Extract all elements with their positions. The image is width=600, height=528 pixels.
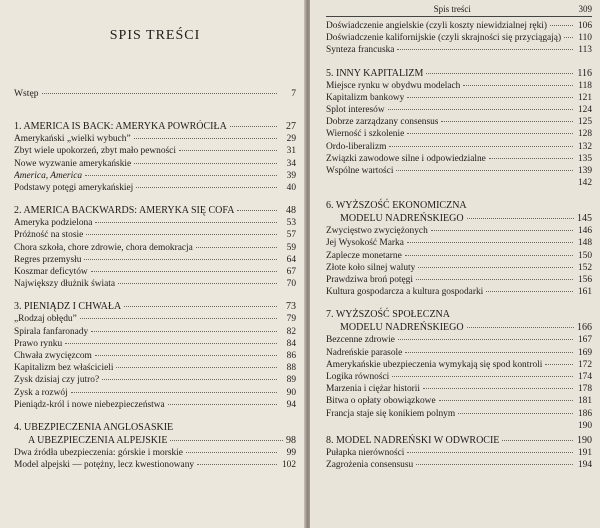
leader-dots <box>431 230 573 231</box>
toc-entry <box>326 20 592 32</box>
chapter-title: 2. AMERICA BACKWARDS: AMERYKA SIĘ COFA <box>14 205 235 217</box>
leader-dots <box>91 271 277 272</box>
toc-entry <box>326 459 592 471</box>
toc-entry <box>326 359 592 371</box>
toc-entry-page: 178 <box>577 384 592 395</box>
chapter-page: 48 <box>286 205 296 217</box>
leader-dots <box>564 37 573 38</box>
leader-dots <box>134 163 277 164</box>
toc-entry-page: 106 <box>577 21 592 31</box>
toc-entry-label: Nadreńskie parasole <box>326 347 403 358</box>
toc-entry <box>326 32 592 44</box>
toc-entry <box>326 141 592 153</box>
leader-dots <box>80 318 277 319</box>
toc-entry <box>14 374 296 386</box>
toc-entry-label: Pieniądz-król i nowe niebezpieczeństwa <box>14 399 165 410</box>
toc-entry-label: Bitwa o opłaty obowiązkowe <box>326 396 436 407</box>
leader-dots <box>407 452 573 453</box>
toc-entry <box>14 326 296 338</box>
toc-entry-page: 186 <box>577 408 592 419</box>
leader-dots <box>95 355 277 356</box>
toc-entry-label: Związki zawodowe silne i odpowiedzialne <box>326 153 486 164</box>
toc-entry <box>14 313 296 325</box>
leader-dots <box>486 291 573 292</box>
toc-entry-page: 99 <box>286 448 296 459</box>
leader-dots <box>467 218 574 219</box>
toc-entry <box>14 242 296 254</box>
toc-entry-label: Chora szkoła, chore zdrowie, chora demokracja <box>14 242 193 253</box>
toc-entry-page: 146 <box>577 226 592 237</box>
page-number: 309 <box>578 4 592 14</box>
running-title: Spis treści <box>433 4 471 14</box>
chapter-page: 98 <box>286 435 296 447</box>
leader-dots <box>116 367 277 368</box>
toc-entry-page: 7 <box>291 88 296 99</box>
leader-dots <box>426 73 573 74</box>
chapter-title-row <box>14 434 296 447</box>
leader-dots <box>398 339 573 340</box>
toc-entry-page: 156 <box>577 275 592 286</box>
toc-entry <box>14 399 296 411</box>
toc-entry <box>14 447 296 459</box>
toc-entry <box>326 383 592 395</box>
chapter-heading <box>14 120 296 133</box>
leader-dots <box>407 133 573 134</box>
toc-entry-page: 64 <box>286 254 296 265</box>
toc-entry <box>326 92 592 104</box>
chapter-title-line1: 6. WYŻSZOŚĆ EKONOMICZNA <box>326 200 467 212</box>
leader-dots <box>118 283 277 284</box>
right-page <box>310 0 600 528</box>
toc-entry-page: 172 <box>577 359 592 370</box>
toc-entry-label: Zbyt wiele upokorzeń, zbyt mało pewności <box>14 146 176 157</box>
toc-entry-label: Ameryka podzielona <box>14 218 93 229</box>
toc-entry-page: 181 <box>577 396 592 407</box>
leader-dots <box>186 452 277 453</box>
leader-dots <box>197 464 277 465</box>
toc-entry-label: Miejsce rynku w obydwu modelach <box>326 80 461 91</box>
toc-entry-page: 110 <box>578 33 592 44</box>
toc-entry <box>326 408 592 420</box>
toc-entry-label: Prawo rynku <box>14 338 63 349</box>
toc-entry-label: Prawdziwa broń potęgi <box>326 275 413 286</box>
toc-entry-label: Wspólne wartości <box>326 166 394 177</box>
toc-entry <box>14 350 296 362</box>
chapter-heading <box>326 434 592 447</box>
toc-entry <box>326 447 592 459</box>
chapter-heading <box>326 308 592 334</box>
leader-dots <box>136 187 277 188</box>
running-header <box>326 0 592 17</box>
toc-entry-page: 194 <box>577 460 592 471</box>
toc-entry-page: 125 <box>577 117 592 128</box>
leader-dots <box>91 331 277 332</box>
toc-entry-page: 124 <box>577 105 592 116</box>
leader-dots <box>502 440 573 441</box>
toc-entry <box>14 170 296 182</box>
toc-entry <box>14 387 296 399</box>
leader-dots <box>489 158 573 159</box>
chapter-page: 27 <box>286 121 296 133</box>
toc-entry-label: Dwa źródła ubezpieczenia: górskie i morskie <box>14 448 183 459</box>
leader-dots <box>71 392 277 393</box>
chapter-title-row <box>326 321 592 334</box>
toc-entry-label: Chwała zwycięzcom <box>14 351 92 362</box>
toc-entry-page: 132 <box>577 141 592 152</box>
chapter-title: 1. AMERICA IS BACK: AMERYKA POWRÓCIŁA <box>14 121 227 133</box>
toc-entry-page: 135 <box>577 153 592 164</box>
toc-entry <box>14 182 296 194</box>
leader-dots <box>458 413 573 414</box>
toc-entry-page: 70 <box>286 279 296 290</box>
toc-entry <box>14 362 296 374</box>
chapter-heading <box>14 300 296 313</box>
toc-entry <box>14 266 296 278</box>
chapter-page: 145 <box>577 213 592 225</box>
toc-entry-page: 88 <box>286 363 296 374</box>
toc-entry <box>326 286 592 298</box>
leader-dots <box>392 376 573 377</box>
leader-dots <box>389 146 573 147</box>
leader-dots <box>65 343 277 344</box>
leader-dots <box>423 388 573 389</box>
toc-entry-label: Jej Wysokość Marka <box>326 238 404 249</box>
chapter-page: 116 <box>577 67 592 79</box>
toc-entry-label: Marzenia i ciężar historii <box>326 384 420 395</box>
leader-dots <box>396 170 573 171</box>
toc-entry <box>326 104 592 116</box>
toc-entry-label: Spirala fanfaronady <box>14 326 89 337</box>
toc-entry <box>326 165 592 177</box>
leader-dots <box>95 222 277 223</box>
toc-entry-page: 90 <box>286 387 296 398</box>
toc-entry <box>326 237 592 249</box>
leader-dots <box>407 97 573 98</box>
toc-entry-label: Amerykański „wielki wybuch” <box>14 134 131 145</box>
toc-entry-label: „Rodzaj obłędu” <box>14 314 77 325</box>
chapter-heading <box>326 67 592 80</box>
toc-entry-label: Podstawy potęgi amerykańskiej <box>14 183 134 194</box>
toc-entry-label: Zwycięstwo zwyciężonych <box>326 226 428 237</box>
leader-dots <box>439 400 573 401</box>
toc-entry-page: 152 <box>577 262 592 273</box>
toc-entry <box>14 145 296 157</box>
leader-dots <box>84 259 277 260</box>
leader-dots <box>405 352 573 353</box>
leader-dots <box>441 121 573 122</box>
toc-entry <box>326 371 592 383</box>
stray-page-number: 142 <box>577 178 592 189</box>
chapter-heading <box>14 204 296 217</box>
leader-dots <box>124 306 277 307</box>
chapter-page: 190 <box>577 434 592 446</box>
toc-entry-page: 89 <box>286 375 296 386</box>
leader-dots <box>196 247 277 248</box>
toc-entry <box>326 153 592 165</box>
leader-dots <box>407 242 573 243</box>
toc-entry <box>14 254 296 266</box>
leader-dots <box>230 126 277 127</box>
toc-entry-page: 113 <box>578 45 592 56</box>
toc-entry <box>326 262 592 274</box>
toc-entry-label: Kapitalizm bez właścicieli <box>14 363 114 374</box>
toc-entry-page: 139 <box>577 166 592 177</box>
leader-dots <box>550 25 573 26</box>
toc-entry <box>326 395 592 407</box>
toc-entry-label: Zysk dzisiaj czy jutro? <box>14 375 100 386</box>
leader-dots <box>545 364 573 365</box>
toc-entry <box>14 278 296 290</box>
toc-entry-page: 29 <box>286 134 296 145</box>
toc-entry-label: Zagrożenia consensusu <box>326 460 414 471</box>
toc-entry-label: Synteza francuska <box>326 45 395 56</box>
leader-dots <box>179 150 277 151</box>
toc-entry-page: 118 <box>578 80 592 91</box>
toc-entry <box>14 133 296 145</box>
toc-entry-label: Model alpejski — potężny, lecz kwestionowany <box>14 460 195 471</box>
toc-entry-label: Doświadczenie kalifornijskie (czyli skrajności się przyciągają) <box>326 33 562 44</box>
leader-dots <box>416 464 573 465</box>
toc-entry-page: 57 <box>286 230 296 241</box>
page-title: SPIS TREŚCI <box>109 28 201 43</box>
chapter-title-line2: MODELU NADREŃSKIEGO <box>340 213 464 225</box>
toc-entry-label: Kapitalizm bankowy <box>326 92 405 103</box>
toc-entry-label: Nowe wyzwanie amerykańskie <box>14 158 132 169</box>
toc-entry-label: Koszmar deficytów <box>14 267 88 278</box>
toc-entry-page: 94 <box>286 399 296 410</box>
toc-entry-page: 148 <box>577 238 592 249</box>
toc-entry-page: 39 <box>286 170 296 181</box>
leader-dots <box>467 327 574 328</box>
toc-entry <box>326 44 592 56</box>
toc-entry-page: 79 <box>286 314 296 325</box>
leader-dots <box>134 138 277 139</box>
toc-entry-page: 169 <box>577 347 592 358</box>
toc-entry-page: 31 <box>286 146 296 157</box>
toc-entry-page: 53 <box>286 218 296 229</box>
chapter-title: 8. MODEL NADREŃSKI W ODWROCIE <box>326 434 500 446</box>
chapter-heading <box>14 421 296 447</box>
toc-entry-label: Wierność i szkolenie <box>326 129 405 140</box>
toc-entry-label: Splot interesów <box>326 105 385 116</box>
chapter-page: 73 <box>286 301 296 313</box>
leader-dots <box>405 255 573 256</box>
toc-entry-label: Największy dłużnik świata <box>14 279 116 290</box>
toc-entry-label: Złote koło silnej waluty <box>326 262 416 273</box>
toc-entry <box>14 459 296 471</box>
leader-dots <box>397 49 573 50</box>
toc-entry-page: 86 <box>286 351 296 362</box>
toc-entry-page: 102 <box>281 460 296 471</box>
leader-dots <box>463 85 573 86</box>
toc-entry-label: Zaplecze monetarne <box>326 250 402 261</box>
leader-dots <box>237 210 277 211</box>
toc-entry-intro <box>14 88 296 100</box>
leader-dots <box>416 279 573 280</box>
chapter-title-row <box>326 212 592 225</box>
toc-entry-page: 34 <box>286 158 296 169</box>
toc-entry-label: Kultura gospodarcza a kultura gospodarki <box>326 287 484 298</box>
toc-entry-page: 40 <box>286 183 296 194</box>
leader-dots <box>85 175 277 176</box>
toc-entry-label: Wstęp <box>14 88 39 99</box>
chapter-page: 166 <box>577 322 592 334</box>
toc-entry-label: Amerykańskie ubezpieczenia wymykają się spod kontroli <box>326 359 543 370</box>
chapter-title-line2: A UBEZPIECZENIA ALPEJSKIE <box>28 435 168 447</box>
toc-entry-label: Dobrze zarządzany consensus <box>326 117 439 128</box>
leader-dots <box>170 440 283 441</box>
toc-entry <box>326 347 592 359</box>
toc-entry-label: Bezcenne zdrowie <box>326 335 395 346</box>
toc-entry-page: 84 <box>286 338 296 349</box>
toc-entry-page: 191 <box>577 447 592 458</box>
chapter-title: 3. PIENIĄDZ I CHWAŁA <box>14 301 122 313</box>
chapter-title-line1: 4. UBEZPIECZENIA ANGLOSASKIE <box>14 422 174 434</box>
toc-entry-label: Zysk a rozwój <box>14 387 68 398</box>
stray-page-number: 190 <box>577 420 592 431</box>
leader-dots <box>388 109 573 110</box>
toc-entry-label: Ordo-liberalizm <box>326 141 387 152</box>
chapter-title-line1: 7. WYŻSZOŚĆ SPOŁECZNA <box>326 309 450 321</box>
toc-entry-page: 174 <box>577 372 592 383</box>
toc-entry <box>14 217 296 229</box>
toc-entry-page: 59 <box>286 242 296 253</box>
leader-dots <box>86 234 277 235</box>
toc-entry <box>326 274 592 286</box>
leader-dots <box>418 267 573 268</box>
toc-entry <box>326 250 592 262</box>
toc-entry-page: 121 <box>577 92 592 103</box>
leader-dots <box>42 93 277 94</box>
toc-entry <box>326 116 592 128</box>
toc-entry-page: 167 <box>577 335 592 346</box>
toc-entry-label: Pułapka nierówności <box>326 447 405 458</box>
chapter-title-line2: MODELU NADREŃSKIEGO <box>340 322 464 334</box>
toc-entry-label: Logika równości <box>326 372 390 383</box>
toc-entry <box>14 158 296 170</box>
leader-dots <box>168 404 277 405</box>
toc-entry-label: Francja staje się konikiem polnym <box>326 408 456 419</box>
toc-entry <box>14 229 296 241</box>
toc-entry-page: 82 <box>286 326 296 337</box>
toc-entry <box>326 80 592 92</box>
toc-entry-page: 67 <box>286 267 296 278</box>
chapter-title: 5. INNY KAPITALIZM <box>326 67 424 79</box>
toc-entry-label: America, America <box>14 170 83 181</box>
toc-entry-label: Regres przemysłu <box>14 254 82 265</box>
toc-entry-page: 161 <box>577 287 592 298</box>
leader-dots <box>102 379 277 380</box>
toc-entry-page: 128 <box>577 129 592 140</box>
toc-entry-page: 150 <box>577 250 592 261</box>
toc-entry <box>326 128 592 140</box>
toc-entry-label: Doświadczenie angielskie (czyli koszty niewidzialnej ręki) <box>326 21 548 31</box>
toc-entry <box>14 338 296 350</box>
toc-entry <box>326 334 592 346</box>
toc-entry-label: Próżność na stosie <box>14 230 84 241</box>
toc-entry <box>326 225 592 237</box>
chapter-heading <box>326 199 592 225</box>
